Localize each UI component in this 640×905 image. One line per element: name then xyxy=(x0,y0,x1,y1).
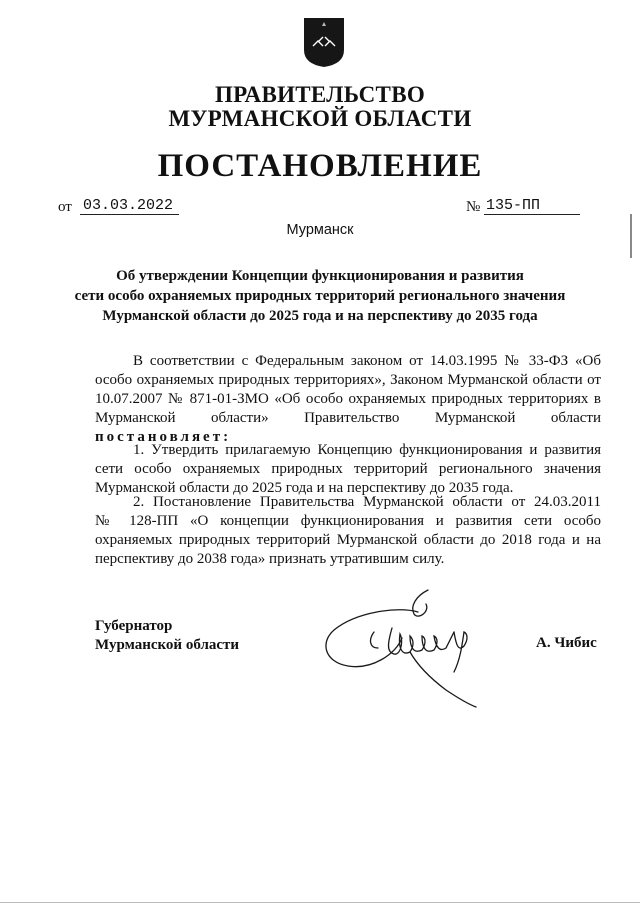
organization-name-line1: ПРАВИТЕЛЬСТВО xyxy=(214,82,426,107)
item-2-line: охраняемых природных территорий Мурманской области до 2018 года и на xyxy=(95,532,601,548)
coat-of-arms-emblem-icon xyxy=(302,16,346,68)
item-2-line: 2. Постановление Правительства Мурманской области от 24.03.2011 xyxy=(133,494,601,510)
signatory-position-line2: Мурманской области xyxy=(95,637,240,653)
item-1-paragraph xyxy=(95,441,601,498)
item-2-paragraph xyxy=(95,493,601,569)
signatory-name: А. Чибис xyxy=(536,635,597,651)
scan-edge-mark xyxy=(630,214,632,258)
preamble-line: 10.07.2007 № 871-01-ЗМО «Об особо охраняемых природных территориях в xyxy=(95,391,601,407)
item-2-line: № 128-ПП «О концепции функционирования и развития сети особо xyxy=(95,513,601,529)
signatory-position xyxy=(95,617,239,655)
item-1-line: 1. Утвердить прилагаемую Концепцию функционирования и развития xyxy=(133,442,601,458)
document-title-line3: Мурманской области до 2025 года и на перспективу до 2035 года xyxy=(102,308,538,324)
document-title-line2: сети особо охраняемых природных территорий регионального значения xyxy=(74,288,566,304)
document-title-line1: Об утверждении Концепции функционирования и развития xyxy=(116,268,524,284)
signatory-position-line1: Губернатор xyxy=(95,618,173,634)
preamble-line: Мурманской области» Правительство Мурманской области xyxy=(95,410,601,426)
document-type: ПОСТАНОВЛЕНИЕ xyxy=(157,148,483,184)
item-1-line: Мурманской области до 2025 года и на перспективу до 2035 года. xyxy=(95,480,514,496)
handwritten-signature xyxy=(318,586,498,710)
document-date: 03.03.2022 xyxy=(80,197,179,215)
city: Мурманск xyxy=(286,222,354,238)
organization-name-line2: МУРМАНСКОЙ ОБЛАСТИ xyxy=(168,106,472,131)
page-bottom-edge xyxy=(0,902,640,903)
date-prefix: от xyxy=(58,199,72,215)
item-2-line: перспективу до 2038 года» признать утратившим силу. xyxy=(95,551,445,567)
number-prefix: № xyxy=(466,199,481,215)
item-1-line: сети особо охраняемых природных территорий регионального значения xyxy=(95,461,601,477)
preamble-line: особо охраняемых природных территориях», Законом Мурманской области от xyxy=(95,372,601,388)
preamble-paragraph xyxy=(95,352,601,447)
resolves-word: постановляет: xyxy=(95,429,232,445)
preamble-line: В соответствии с Федеральным законом от 14.03.1995 № 33-ФЗ «Об xyxy=(133,353,601,369)
document-number: 135-ПП xyxy=(484,197,580,215)
